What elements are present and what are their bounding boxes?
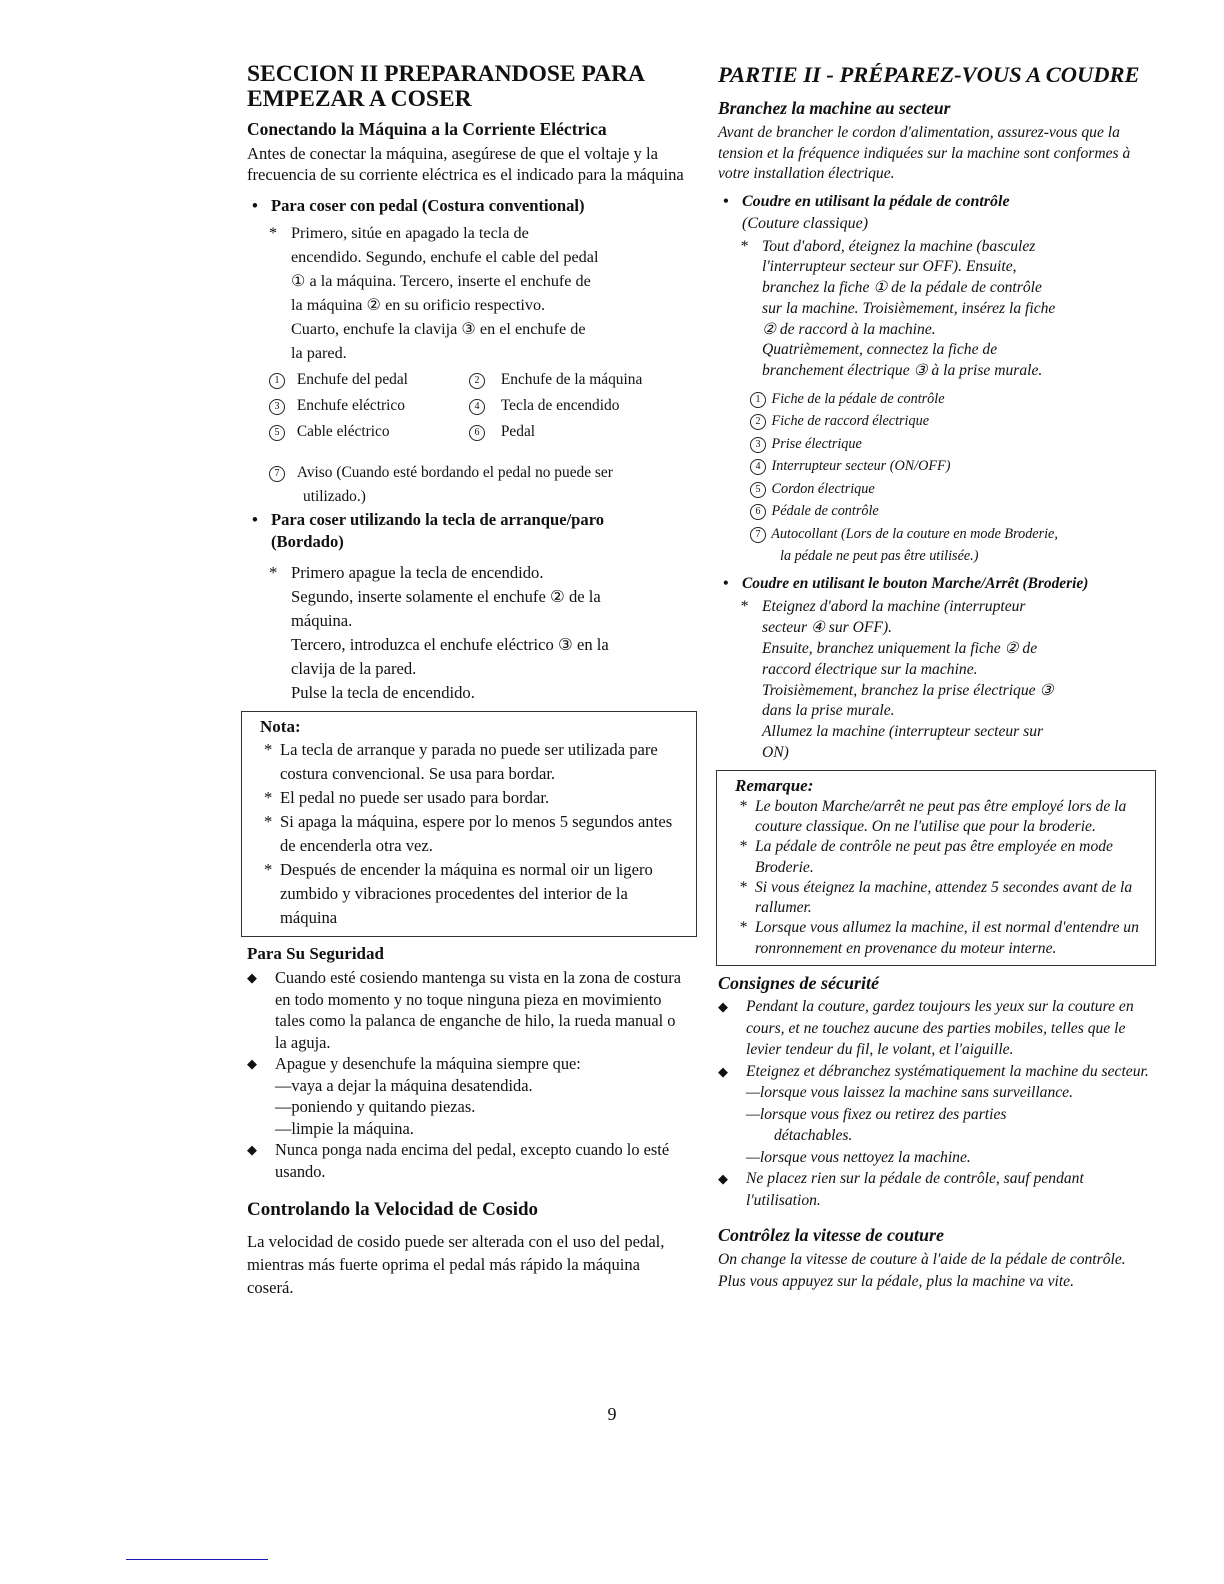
part-item: 3 Prise électrique [748, 433, 1154, 455]
note-item: * El pedal no puede ser usado para bordar. [264, 788, 550, 807]
spanish-column [247, 62, 687, 1299]
part-item: 1 Enchufe del pedal [267, 371, 408, 389]
french-column [718, 62, 1154, 1293]
warning-label: 7 Autocollant (Lors de la couture en mode Broderie, [748, 523, 1154, 545]
asterisk-icon: * [269, 563, 278, 582]
part-item: 3 Enchufe eléctrico [267, 397, 405, 415]
part-item: 4 Tecla de encendido [467, 397, 619, 415]
diamond-icon: ◆ [247, 970, 257, 985]
note-item: * Lorsque vous allumez la machine, il est normal d'entendre un ronronnement en provenance du moteur interne. [739, 919, 1139, 957]
part-item: 1 Fiche de la pédale de contrôle [748, 388, 1154, 410]
safety-item: ◆ Apague y desenchufe la máquina siempre que: —vaya a dejar la máquina desatendida. —poniendo y quitando piezas. —limpie la máquina. [247, 1054, 581, 1138]
warning-label: 7 Aviso (Cuando esté bordando el pedal no puede ser utilizado.) [267, 461, 687, 509]
pedal-bullet: • Para coser con pedal (Costura conventional) [252, 196, 585, 215]
safety-heading: Para Su Seguridad [247, 944, 384, 963]
section-title: SECCION II PREPARANDOSE PARA EMPEZAR A COSER [247, 61, 644, 112]
note-item: * Después de encender la máquina es normal oir un ligero zumbido y vibraciones procedentes del interior de la máquina [264, 860, 653, 927]
note-item: * La pédale de contrôle ne peut pas être employée en mode Broderie. [739, 838, 1113, 876]
safety-item: ◆ Pendant la couture, gardez toujours les yeux sur la couture en cours, et ne touchez aucune des parties mobiles, telles que le levier tendeur du fil, le volant, et l'aiguille. [718, 998, 1134, 1059]
asterisk-icon: * [740, 598, 748, 616]
speed-heading: Controlando la Velocidad de Cosido [247, 1199, 539, 1220]
footer-rule [126, 1559, 268, 1560]
diamond-icon: ◆ [718, 1063, 728, 1079]
pedal-steps: * Primero, sitúe en apagado la tecla de encendido. Segundo, enchufe el cable del pedal ① a la máquina. Tercero, inserte el enchufe de la máquina ② en su orificio respectivo. Cuarto, enchufe la clavija ③ en el enchufe de la pared. [247, 221, 687, 365]
part-item: 4 Interrupteur secteur (ON/OFF) [748, 455, 1154, 477]
section-title: PARTIE II - PRÉPAREZ-VOUS A COUDRE [718, 62, 1140, 87]
diamond-icon: ◆ [718, 1171, 728, 1187]
note-title: Remarque: [735, 775, 814, 795]
asterisk-icon: * [269, 224, 278, 242]
button-bullet: • Para coser utilizando la tecla de arranque/paro (Bordado) [252, 510, 605, 551]
page-number: 9 [607, 1404, 617, 1424]
speed-paragraph: On change la vitesse de couture à l'aide de la pédale de contrôle. Plus vous appuyez sur la pédale, plus la machine va vite. [718, 1251, 1126, 1291]
part-item: 2 Fiche de raccord électrique [748, 410, 1154, 432]
bullet-dot-icon: • [723, 575, 729, 593]
bullet-dot-icon: • [252, 196, 258, 215]
diamond-icon: ◆ [247, 1142, 257, 1157]
safety-item: ◆ Cuando esté cosiendo mantenga su vista en la zona de costura en todo momento y no toque ninguna pieza en movimiento tales como la palanca de enganche de hilo, la rueda manual o la aguja. [247, 968, 681, 1052]
intro-paragraph: Avant de brancher le cordon d'alimentation, assurez-vous que la tension et la fréquence indiquées sur la machine sont conformes à votre installation électrique. [718, 124, 1131, 182]
note-box [716, 770, 1156, 966]
bullet-dot-icon: • [723, 192, 729, 210]
part-item: 6 Pédale de contrôle [748, 500, 1154, 522]
part-item: 5 Cordon électrique [748, 478, 1154, 500]
safety-item: ◆ Ne placez rien sur la pédale de contrôle, sauf pendant l'utilisation. [718, 1170, 1084, 1209]
part-item: 5 Cable eléctrico [267, 423, 390, 441]
safety-heading: Consignes de sécurité [718, 973, 880, 994]
parts-legend: 1 Fiche de la pédale de contrôle 2 Fiche de raccord électrique 3 Prise électrique 4 Interrupteur secteur (ON/OFF) 5 Cordon électrique 6 Pédale de contrôle 7 Autocollant (Lors de la couture en mode Broderie, la pédale ne peut pas être utilisée.) [748, 388, 1154, 567]
intro-paragraph: Antes de conectar la máquina, asegúrese de que el voltaje y la frecuencia de su corriente eléctrica es el indicado para la máquina [247, 144, 684, 184]
button-steps: * Primero apague la tecla de encendido. Segundo, inserte solamente el enchufe ② de la máquina. Tercero, introduzca el enchufe eléctrico ③ en la clavija de la pared. Pulse la tecla de encendido. [269, 563, 609, 702]
part-item: 2 Enchufe de la máquina [467, 371, 642, 389]
pedal-bullet: • Coudre en utilisant la pédale de contrôle (Couture classique) [723, 192, 1010, 232]
note-title: Nota: [260, 717, 301, 736]
button-steps: * Eteignez d'abord la machine (interrupteur secteur ④ sur OFF). Ensuite, branchez uniquement la fiche ② de raccord électrique sur la machine. Troisièmement, branchez la prise électrique ③ dans la prise murale. Allumez la machine (interrupteur secteur sur ON) [740, 598, 1054, 761]
note-box [241, 711, 697, 937]
connect-heading: Branchez la machine au secteur [718, 98, 951, 118]
parts-legend [267, 371, 687, 503]
diamond-icon: ◆ [247, 1056, 257, 1071]
note-item: * Si vous éteignez la machine, attendez 5 secondes avant de la rallumer. [739, 878, 1133, 917]
bullet-dot-icon: • [252, 510, 258, 529]
safety-item: ◆ Nunca ponga nada encima del pedal, excepto cuando lo esté usando. [247, 1140, 670, 1181]
note-item: * Si apaga la máquina, espere por lo menos 5 segundos antes de encenderla otra vez. [264, 812, 673, 855]
button-bullet: • Coudre en utilisant le bouton Marche/Arrêt (Broderie) [718, 573, 1154, 595]
connect-heading: Conectando la Máquina a la Corriente Eléctrica [247, 119, 607, 139]
diamond-icon: ◆ [718, 999, 728, 1015]
part-item: 6 Pedal [467, 423, 535, 441]
safety-item: ◆ Eteignez et débranchez systématiquement la machine du secteur. —lorsque vous laissez la machine sans surveillance. —lorsque vous fixez ou retirez des parties détachables. —lorsque vous nettoyez la machine. [718, 1062, 1149, 1166]
speed-paragraph: La velocidad de cosido puede ser alterada con el uso del pedal, mientras más fuerte oprima el pedal más rápido la máquina coserá. [247, 1232, 665, 1297]
speed-heading: Contrôlez la vitesse de couture [718, 1225, 944, 1246]
note-item: * Le bouton Marche/arrêt ne peut pas être employé lors de la couture classique. On ne l'utilise que pour la broderie. [739, 797, 1127, 835]
pedal-steps: * Tout d'abord, éteignez la machine (basculez l'interrupteur secteur sur OFF). Ensuite, branchez la fiche ① de la pédale de contrôle sur la machine. Troisièmement, insérez la fiche ② de raccord à la machine. Quatrièmement, connectez la fiche de branchement électrique ③ à la prise murale. [740, 237, 1056, 380]
asterisk-icon: * [740, 237, 748, 255]
note-item: * La tecla de arranque y parada no puede ser utilizada pare costura convencional. Se usa para bordar. [264, 740, 658, 783]
